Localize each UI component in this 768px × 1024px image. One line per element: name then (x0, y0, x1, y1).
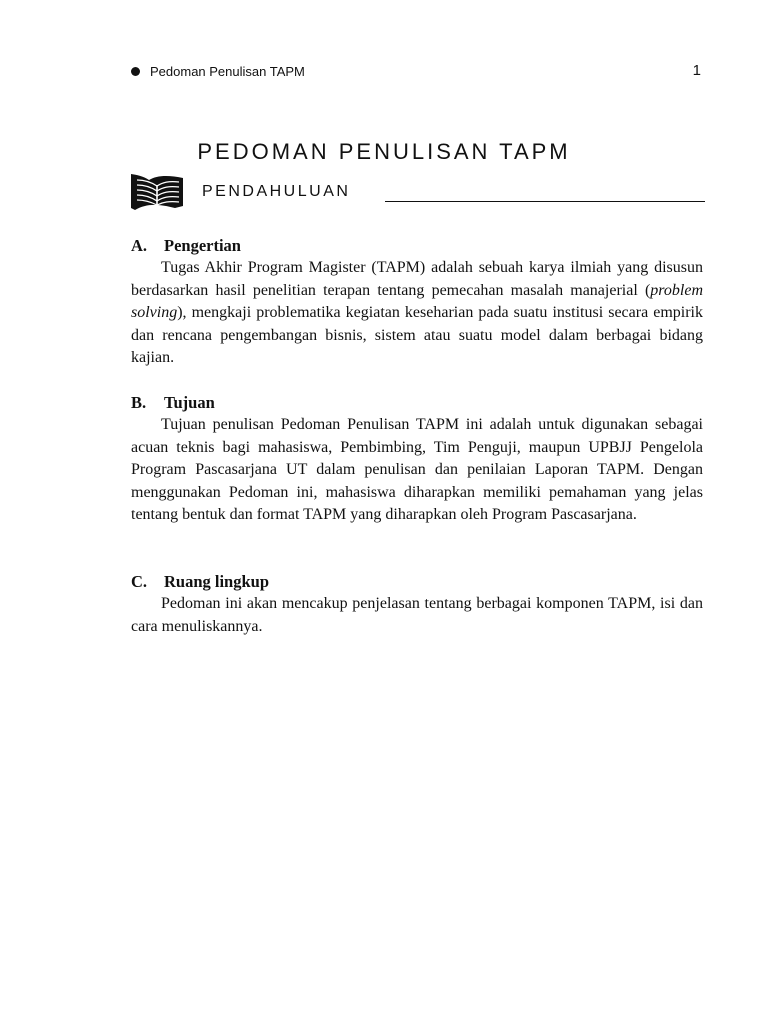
section-title: Pengertian (164, 236, 241, 255)
section-title: Tujuan (164, 393, 215, 412)
italic-term: problem solving (131, 281, 703, 321)
chapter-heading (129, 172, 705, 212)
section-heading (131, 571, 703, 593)
book-icon (129, 172, 185, 212)
document-title: PEDOMAN PENULISAN TAPM (197, 138, 571, 164)
section-pengertian (131, 235, 703, 370)
section-title: Ruang lingkup (164, 572, 270, 591)
section-letter: B. (131, 393, 147, 412)
page-number: 1 (692, 62, 701, 79)
section-letter: A. (131, 236, 148, 255)
section-paragraph: Pedoman ini akan mencakup penjelasan tentang berbagai komponen TAPM, isi dan cara menuliskannya. (131, 595, 703, 635)
section-tujuan (131, 392, 703, 527)
chapter-label: PENDAHULUAN (202, 183, 351, 200)
running-header (131, 62, 701, 82)
section-heading (131, 235, 703, 257)
section-paragraph: Tugas Akhir Program Magister (TAPM) adalah sebuah karya ilmiah yang disusun berdasarkan hasil penelitian terapan tentang pemecahan masalah manajerial (problem solving), mengkaji problematika kegiatan keseharian pada suatu institusi secara empirik dan rencana pengembangan bisnis, sistem atau suatu model dalam berbagai bidang kajian. (131, 259, 703, 366)
bullet-icon (131, 67, 140, 76)
section-heading (131, 392, 703, 414)
running-title: Pedoman Penulisan TAPM (150, 64, 305, 79)
section-ruang-lingkup (131, 571, 703, 638)
chapter-rule (385, 201, 705, 202)
section-paragraph: Tujuan penulisan Pedoman Penulisan TAPM ini adalah untuk digunakan sebagai acuan teknis bagi mahasiswa, Pembimbing, Tim Penguji, maupun UPBJJ Pengelola Program Pascasarjana UT dalam penulisan dan penilaian Laporan TAPM. Dengan menggunakan Pedoman ini, mahasiswa diharapkan memiliki pemahaman yang jelas tentang bentuk dan format TAPM yang diharapkan oleh Program Pascasarjana. (131, 416, 703, 523)
section-letter: C. (131, 572, 148, 591)
